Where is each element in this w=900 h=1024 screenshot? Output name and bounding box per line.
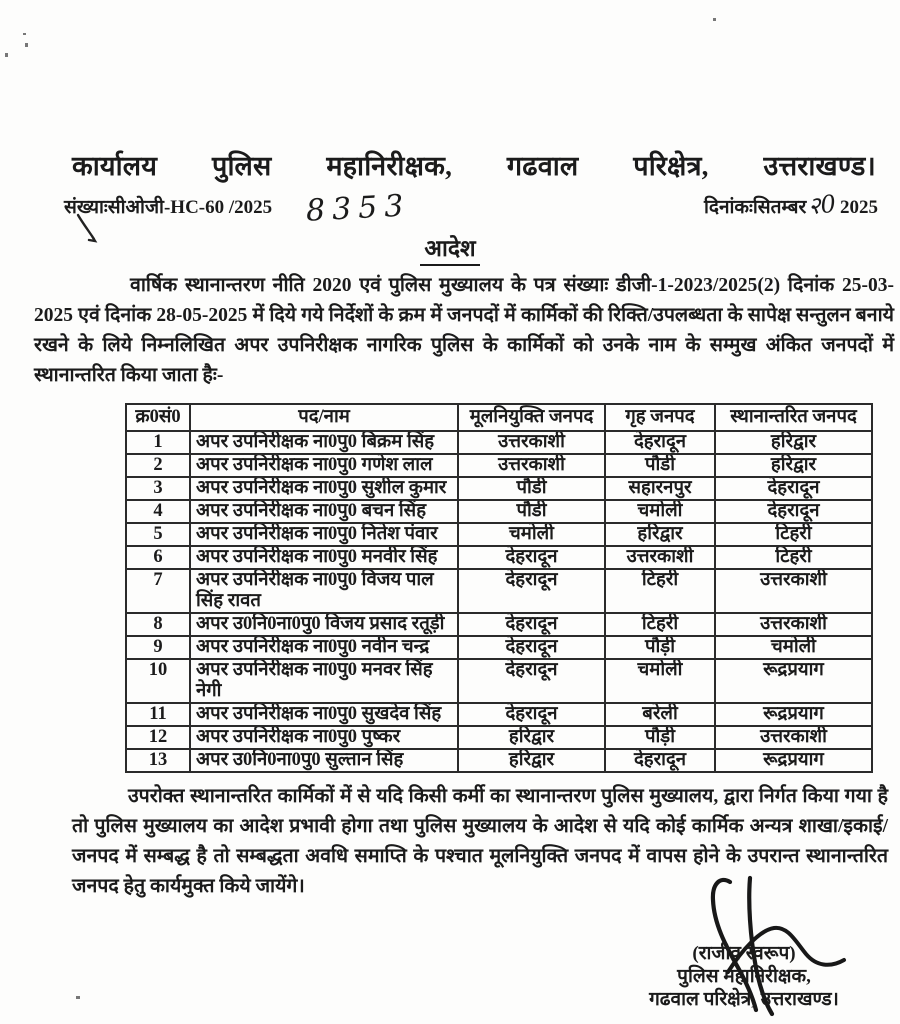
- table-row: [126, 454, 872, 477]
- table-cell: हरिद्वार: [458, 726, 605, 749]
- reference-number-label: संख्याःसीओजी-HC-60 /2025: [64, 197, 273, 218]
- table-cell: टिहरी: [715, 523, 872, 546]
- table-cell: देहरादून: [458, 546, 605, 569]
- handwritten-dispatch-number: 8353: [305, 188, 412, 229]
- table-cell: 13: [126, 749, 190, 772]
- scan-speck: [25, 43, 28, 47]
- table-cell: देहरादून: [605, 749, 715, 772]
- col-header-original-district: मूलनियुक्ति जनपद: [458, 404, 605, 431]
- table-cell: पौड़ी: [605, 636, 715, 659]
- transfer-table-body: [126, 431, 872, 772]
- table-row: [126, 500, 872, 523]
- table-cell: 5: [126, 523, 190, 546]
- table-cell: हरिद्वार: [458, 749, 605, 772]
- table-cell: अपर उपनिरीक्षक ना0पु0 बचन सिंह: [190, 500, 458, 523]
- intro-paragraph: वार्षिक स्थानान्तरण नीति 2020 एवं पुलिस मुख्यालय के पत्र संख्याः डीजी-1-2023/2025(2) दिनांक 25-03-2025 एवं दिनांक 28-05-2025 में दिये गये निर्देशों के क्रम में जनपदों में कार्मिकों की रिक्ति/उपलब्धता के सापेक्ष सन्तुलन बनाये रखने के लिये निम्नलिखित अपर उपनिरीक्षक नागरिक पुलिस के कार्मिकों को उनके नाम के सम्मुख अंकित जनपदों में स्थानान्तरित किया जाता हैः-: [34, 275, 894, 386]
- reference-line: [0, 183, 900, 229]
- table-cell: टिहरी: [605, 613, 715, 636]
- signature-block: [604, 942, 884, 1011]
- table-cell: अपर उपनिरीक्षक ना0पु0 बिक्रम सिंह: [190, 431, 458, 454]
- table-cell: 2: [126, 454, 190, 477]
- closing-paragraph: उपरोक्त स्थानान्तरित कार्मिकों में से यदि किसी कर्मी का स्थानान्तरण पुलिस मुख्यालय, द्वारा निर्गत किया गया है तो पुलिस मुख्यालय का आदेश प्रभावी होगा तथा पुलिस मुख्यालय के आदेश से यदि कोई कार्मिक अन्यत्र शाखा/इकाई/जनपद में सम्बद्ध है तो सम्बद्धता अवधि समाप्ति के पश्चात मूलनियुक्ति जनपद में वापस होने के उपरान्त स्थानान्तरित जनपद हेतु कार्यमुक्त किये जायेंगे।: [72, 786, 888, 897]
- table-cell: रूद्रप्रयाग: [715, 749, 872, 772]
- table-cell: उत्तरकाशी: [605, 546, 715, 569]
- table-cell: पौडी: [458, 500, 605, 523]
- office-title-word: महानिरीक्षक,: [326, 151, 453, 181]
- signatory-name: (राजीव स्वरूप): [692, 943, 796, 964]
- handwritten-date-day: २0: [806, 189, 838, 221]
- table-cell: 10: [126, 659, 190, 703]
- order-heading-wrap: [0, 231, 900, 266]
- table-cell: 4: [126, 500, 190, 523]
- table-cell: 11: [126, 703, 190, 726]
- table-cell: हरिद्वार: [605, 523, 715, 546]
- table-cell: उत्तरकाशी: [715, 569, 872, 613]
- table-cell: उत्तरकाशी: [715, 613, 872, 636]
- table-cell: अपर उपनिरीक्षक ना0पु0 मनवीर सिंह: [190, 546, 458, 569]
- signatory-office: गढवाल परिक्षेत्र, उत्तराखण्ड।: [649, 989, 839, 1010]
- table-cell: अपर उपनिरीक्षक ना0पु0 मनवर सिंह नेगी: [190, 659, 458, 703]
- table-cell: अपर उपनिरीक्षक ना0पु0 नवीन चन्द्र: [190, 636, 458, 659]
- col-header-name: पद/नाम: [190, 404, 458, 431]
- table-cell: चमोली: [605, 659, 715, 703]
- table-row: [126, 523, 872, 546]
- table-cell: उत्तरकाशी: [458, 454, 605, 477]
- date-label: दिनांकःसितम्बर: [703, 197, 807, 218]
- col-header-transfer-district: स्थानान्तरित जनपद: [715, 404, 872, 431]
- table-cell: 8: [126, 613, 190, 636]
- table-row: [126, 613, 872, 636]
- table-cell: देहरादून: [715, 500, 872, 523]
- table-cell: अपर उ0नि0ना0पु0 विजय प्रसाद रतूड़ी: [190, 613, 458, 636]
- office-title-word: कार्यालय: [72, 151, 158, 181]
- table-cell: देहरादून: [605, 431, 715, 454]
- table-cell: 12: [126, 726, 190, 749]
- table-cell: देहरादून: [458, 613, 605, 636]
- table-cell: 6: [126, 546, 190, 569]
- table-header-row: [126, 404, 872, 431]
- table-cell: चमोली: [458, 523, 605, 546]
- table-row: [126, 431, 872, 454]
- table-cell: पौड़ी: [605, 726, 715, 749]
- table-row: [126, 703, 872, 726]
- signatory-designation: पुलिस महानिरीक्षक,: [677, 966, 811, 987]
- office-title-word: पुलिस: [211, 151, 272, 181]
- table-cell: रूद्रप्रयाग: [715, 703, 872, 726]
- table-cell: उत्तरकाशी: [715, 726, 872, 749]
- table-cell: देहरादून: [458, 636, 605, 659]
- table-cell: अपर उपनिरीक्षक ना0पु0 गणेश लाल: [190, 454, 458, 477]
- table-row: [126, 477, 872, 500]
- table-cell: अपर उपनिरीक्षक ना0पु0 पुष्कर: [190, 726, 458, 749]
- table-cell: अपर उपनिरीक्षक ना0पु0 सुखदेव सिंह: [190, 703, 458, 726]
- table-cell: देहरादून: [458, 569, 605, 613]
- table-cell: हरिद्वार: [715, 431, 872, 454]
- table-cell: सहारनपुर: [605, 477, 715, 500]
- table-cell: देहरादून: [458, 659, 605, 703]
- scan-speck: [23, 33, 26, 35]
- table-cell: अपर उ0नि0ना0पु0 सुल्तान सिंह: [190, 749, 458, 772]
- table-cell: टिहरी: [715, 546, 872, 569]
- scan-speck: [713, 18, 716, 21]
- table-row: [126, 636, 872, 659]
- table-cell: उत्तरकाशी: [458, 431, 605, 454]
- table-cell: बरेली: [605, 703, 715, 726]
- table-cell: पौडी: [605, 454, 715, 477]
- table-cell: देहरादून: [458, 703, 605, 726]
- office-title: [0, 0, 900, 183]
- table-cell: चमोली: [605, 500, 715, 523]
- col-header-serial: क्र0सं0: [126, 404, 190, 431]
- col-header-home-district: गृह जनपद: [605, 404, 715, 431]
- scan-speck: [5, 53, 8, 57]
- date-line: [703, 189, 878, 221]
- table-cell: अपर उपनिरीक्षक ना0पु0 नितेश पंवार: [190, 523, 458, 546]
- table-row: [126, 726, 872, 749]
- table-cell: देहरादून: [715, 477, 872, 500]
- order-heading: आदेश: [420, 231, 479, 266]
- table-cell: 3: [126, 477, 190, 500]
- table-cell: अपर उपनिरीक्षक ना0पु0 सुशील कुमार: [190, 477, 458, 500]
- table-row: [126, 659, 872, 703]
- date-year: 2025: [840, 197, 878, 218]
- scan-speck: [76, 996, 80, 999]
- office-title-word: परिक्षेत्र,: [633, 151, 709, 181]
- table-row: [126, 569, 872, 613]
- table-cell: अपर उपनिरीक्षक ना0पु0 विजय पाल सिंह रावत: [190, 569, 458, 613]
- table-cell: हरिद्वार: [715, 454, 872, 477]
- table-cell: चमोली: [715, 636, 872, 659]
- office-title-word: गढवाल: [506, 151, 579, 181]
- office-title-word: उत्तराखण्ड।: [763, 151, 876, 181]
- table-row: [126, 546, 872, 569]
- table-cell: 7: [126, 569, 190, 613]
- table-cell: 9: [126, 636, 190, 659]
- table-cell: 1: [126, 431, 190, 454]
- pen-tick-mark: [70, 212, 100, 244]
- table-cell: रूद्रप्रयाग: [715, 659, 872, 703]
- table-cell: पौडी: [458, 477, 605, 500]
- transfer-table: [125, 403, 873, 773]
- table-row: [126, 749, 872, 772]
- table-cell: टिहरी: [605, 569, 715, 613]
